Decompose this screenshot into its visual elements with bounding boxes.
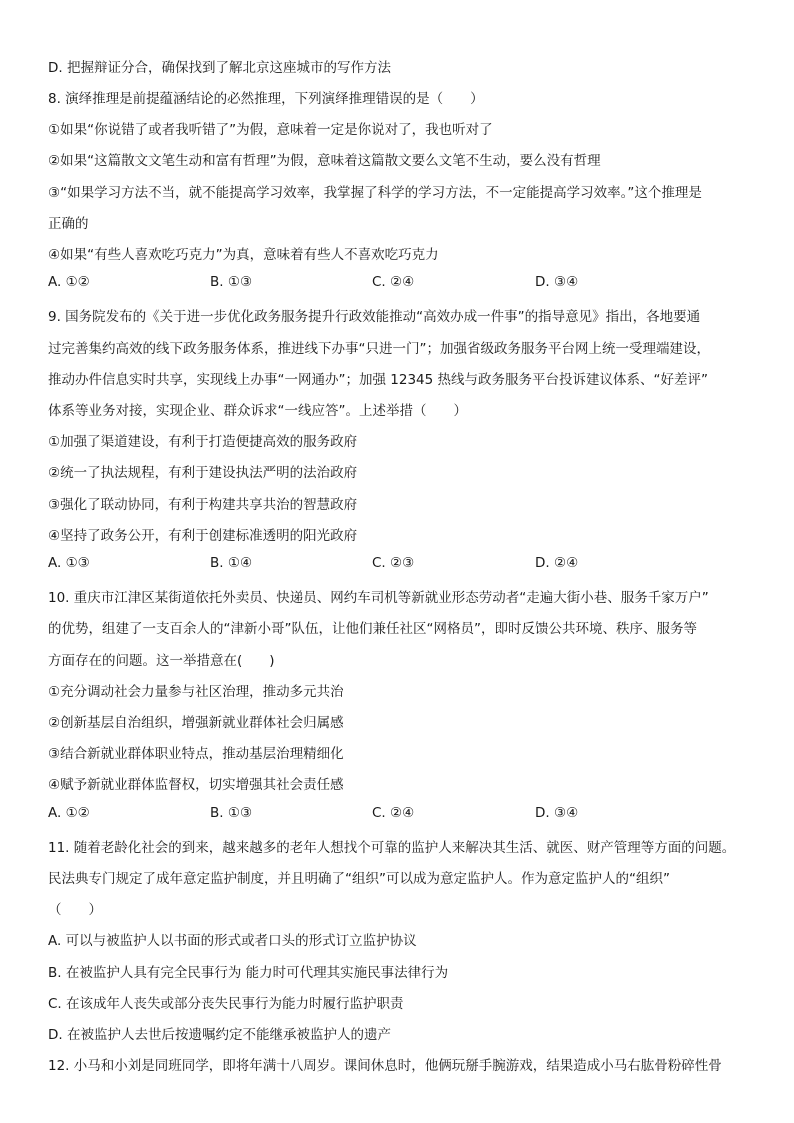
q10-statement-1: ①充分调动社会力量参与社区治理，推动多元共治 — [48, 684, 344, 700]
q8-option-a: A. ①② — [48, 274, 90, 290]
q8-statement-1: ①如果“你说错了或者我听错了”为假，意味着一定是你说对了，我也听对了 — [48, 122, 493, 138]
q11-stem-1: 11. 随着老龄化社会的到来，越来越多的老年人想找个可靠的监护人来解决其生活、就医、财产管理等方面的问题。 — [48, 840, 736, 856]
q7-option-d: D. 把握辩证分合，确保找到了解北京这座城市的写作方法 — [48, 60, 391, 76]
q11-option-a: A. 可以与被监护人以书面的形式或者口头的形式订立监护协议 — [48, 933, 417, 949]
q9-statement-2: ②统一了执法规程，有利于建设执法严明的法治政府 — [48, 465, 358, 481]
q10-statement-4: ④赋予新就业群体监督权，切实增强其社会责任感 — [48, 777, 344, 793]
q8-stem: 8. 演绎推理是前提蕴涵结论的必然推理，下列演绎推理错误的是（ ） — [48, 91, 484, 107]
q10-option-d: D. ③④ — [535, 805, 579, 821]
q9-statement-3: ③强化了联动协同，有利于构建共享共治的智慧政府 — [48, 497, 358, 513]
q8-statement-4: ④如果“有些人喜欢吃巧克力”为真，意味着有些人不喜欢吃巧克力 — [48, 247, 439, 263]
q9-option-c: C. ②③ — [372, 555, 415, 571]
q8-statement-2: ②如果“这篇散文文笔生动和富有哲理”为假，意味着这篇散文要么文笔不生动，要么没有哲理 — [48, 153, 601, 169]
q10-statement-2: ②创新基层自治组织，增强新就业群体社会归属感 — [48, 715, 344, 731]
q11-option-b: B. 在被监护人具有完全民事行为 能力时可代理其实施民事法律行为 — [48, 965, 449, 981]
q10-option-b: B. ①③ — [210, 805, 253, 821]
q9-stem-3: 推动办件信息实时共享，实现线上办事“一网通办”；加强 12345 热线与政务服务平台投诉建议体系、“好差评” — [48, 372, 709, 388]
q8-statement-3-cont: 正确的 — [48, 216, 89, 232]
q9-statement-1: ①加强了渠道建设，有利于打造便捷高效的服务政府 — [48, 434, 358, 450]
q9-stem-4: 体系等业务对接，实现企业、群众诉求“一线应答”。上述举措（ ） — [48, 403, 467, 419]
q8-option-d: D. ③④ — [535, 274, 579, 290]
q9-option-a: A. ①③ — [48, 555, 90, 571]
q11-stem-3: （ ） — [48, 902, 102, 918]
q10-option-a: A. ①② — [48, 805, 90, 821]
q9-options — [48, 555, 748, 575]
q11-stem-2: 民法典专门规定了成年意定监护制度，并且明确了“组织”可以成为意定监护人。作为意定监护人的“组织” — [48, 871, 670, 887]
q10-stem-3: 方面存在的问题。这一举措意在( ) — [48, 653, 275, 669]
q10-option-c: C. ②④ — [372, 805, 415, 821]
q9-stem-2: 过完善集约高效的线下政务服务体系，推进线下办事“只进一门”；加强省级政务服务平台网上统一受理端建设， — [48, 341, 710, 357]
q10-stem-2: 的优势，组建了一支百余人的“津新小哥”队伍，让他们兼任社区“网格员”，即时反馈公共环境、秩序、服务等 — [48, 621, 697, 637]
q9-statement-4: ④坚持了政务公开，有利于创建标准透明的阳光政府 — [48, 528, 358, 544]
q8-options — [48, 274, 748, 294]
q11-option-d: D. 在被监护人去世后按遗嘱约定不能继承被监护人的遗产 — [48, 1027, 391, 1043]
q11-option-c: C. 在该成年人丧失或部分丧失民事行为能力时履行监护职责 — [48, 996, 404, 1012]
q8-option-c: C. ②④ — [372, 274, 415, 290]
q8-option-b: B. ①③ — [210, 274, 253, 290]
q8-statement-3: ③“如果学习方法不当，就不能提高学习效率，我掌握了科学的学习方法，不一定能提高学习效率。”这个推理是 — [48, 185, 702, 201]
q9-option-d: D. ②④ — [535, 555, 579, 571]
q10-stem-1: 10. 重庆市江津区某街道依托外卖员、快递员、网约车司机等新就业形态劳动者“走遍大街小巷、服务千家万户” — [48, 590, 709, 606]
q9-stem-1: 9. 国务院发布的《关于进一步优化政务服务提升行政效能推动“高效办成一件事”的指导意见》指出，各地要通 — [48, 309, 701, 325]
q12-stem-1: 12. 小马和小刘是同班同学，即将年满十八周岁。课间休息时，他俩玩掰手腕游戏，结果造成小马右肱骨粉碎性骨 — [48, 1058, 722, 1074]
q9-option-b: B. ①④ — [210, 555, 253, 571]
q10-statement-3: ③结合新就业群体职业特点，推动基层治理精细化 — [48, 746, 344, 762]
q10-options — [48, 805, 748, 825]
